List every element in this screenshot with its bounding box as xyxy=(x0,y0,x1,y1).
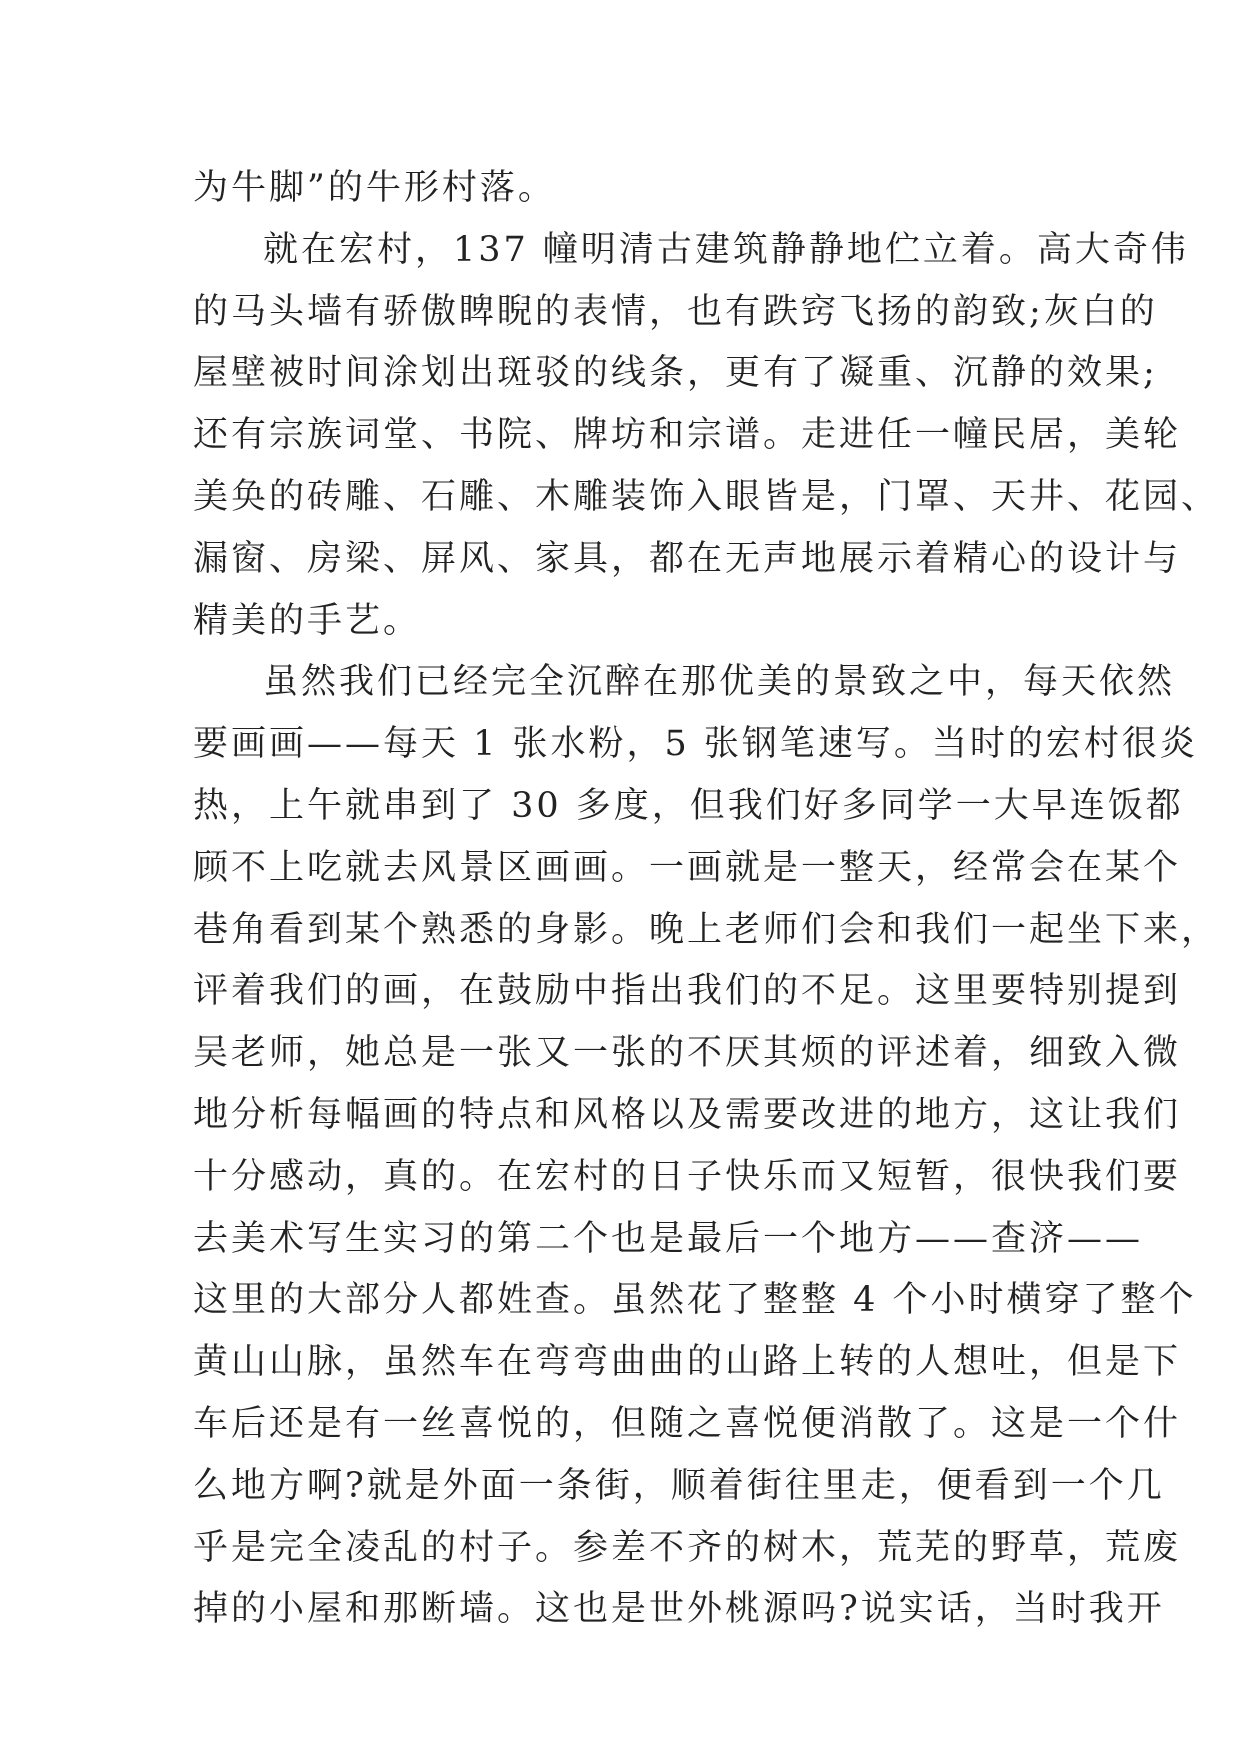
text-line: 吴老师，她总是一张又一张的不厌其烦的评述着，细致入微 xyxy=(193,1033,1182,1074)
text-line: 的马头墙有骄傲睥睨的表情，也有跌窍飞扬的韵致;灰白的 xyxy=(193,291,1158,332)
text-line: 还有宗族词堂、书院、牌坊和宗谱。走进任一幢民居，美轮 xyxy=(193,415,1182,456)
text-line: 车后还是有一丝喜悦的，但随之喜悦便消散了。这是一个什 xyxy=(193,1403,1182,1444)
text-line: 美奂的砖雕、石雕、木雕装饰入眼皆是，门罩、天井、花园、 xyxy=(193,476,1220,517)
text-line: 要画画——每天 1 张水粉，5 张钢笔速写。当时的宏村很炎 xyxy=(193,724,1198,765)
text-line: 巷角看到某个熟悉的身影。晚上老师们会和我们一起坐下来， xyxy=(193,909,1220,950)
text-line: 漏窗、房梁、屏风、家具，都在无声地展示着精心的设计与 xyxy=(193,538,1182,579)
text-line: 精美的手艺。 xyxy=(193,600,422,641)
text-line: 地分析每幅画的特点和风格以及需要改进的地方，这让我们 xyxy=(193,1094,1182,1135)
text-line: 乎是完全凌乱的村子。参差不齐的树木，荒芜的野草，荒废 xyxy=(193,1527,1182,1568)
paragraph-start-line: 虽然我们已经完全沉醉在那优美的景致之中，每天依然 xyxy=(263,662,1176,703)
text-line: 为牛脚”的牛形村落。 xyxy=(193,168,556,208)
text-line: 评着我们的画，在鼓励中指出我们的不足。这里要特别提到 xyxy=(193,971,1182,1012)
text-line: 黄山山脉，虽然车在弯弯曲曲的山路上转的人想吐，但是下 xyxy=(193,1342,1182,1383)
text-line: 这里的大部分人都姓查。虽然花了整整 4 个小时横穿了整个 xyxy=(193,1280,1197,1321)
text-line: 屋壁被时间涂划出斑驳的线条，更有了凝重、沉静的效果; xyxy=(193,353,1158,394)
text-line: 么地方啊?就是外面一条街，顺着街往里走，便看到一个几 xyxy=(193,1465,1165,1506)
text-line: 十分感动，真的。在宏村的日子快乐而又短暂，很快我们要 xyxy=(193,1156,1182,1197)
text-line: 顾不上吃就去风景区画画。一画就是一整天，经常会在某个 xyxy=(193,847,1182,888)
text-line: 去美术写生实习的第二个也是最后一个地方——查济—— xyxy=(193,1218,1144,1259)
paragraph-start-line: 就在宏村，137 幢明清古建筑静静地伫立着。高大奇伟 xyxy=(263,229,1189,270)
text-line: 热，上午就串到了 30 多度，但我们好多同学一大早连饭都 xyxy=(193,785,1184,826)
body-text xyxy=(193,158,1220,1641)
text-line: 掉的小屋和那断墙。这也是世外桃源吗?说实话，当时我开 xyxy=(193,1589,1165,1630)
